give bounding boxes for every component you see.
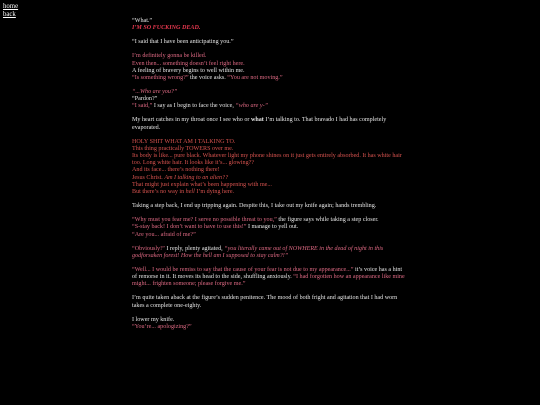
story-paragraph bbox=[132, 246, 408, 260]
dialogue: “What.” bbox=[132, 18, 153, 24]
story-paragraph bbox=[132, 89, 408, 111]
story-paragraph bbox=[132, 117, 408, 131]
narration: Taking a step back, I end up tripping again. Despite this, I take out my knife again; hands trembling. bbox=[132, 203, 377, 210]
inner-thought: This thing practically TOWERS over me. bbox=[132, 145, 234, 152]
inner-thought: Its body is like... pure black. Whatever light my phone shines on it just gets entirely absorbed. It has white hair too. Long white hair. It looks like it’s... glowing?? bbox=[132, 153, 402, 167]
dialogue: “Are you... afraid of me?” bbox=[132, 231, 196, 238]
inner-thought: I’m definitely gonna be killed. bbox=[132, 53, 207, 60]
narration: My heart catches in my throat once I see who or bbox=[132, 117, 251, 124]
narration: I lower my knife. bbox=[132, 316, 175, 323]
home-link[interactable]: home bbox=[3, 3, 19, 10]
inner-thought: Even then... something doesn’t feel right here. bbox=[132, 60, 245, 67]
dialogue: “I said that I have been anticipating you.” bbox=[132, 39, 234, 46]
emphasis: what bbox=[250, 117, 264, 124]
inner-thought: And its face... there’s nothing there! bbox=[132, 167, 220, 174]
narration: I say as I begin to face the voice, bbox=[152, 103, 236, 110]
dialogue: “You are not moving.” bbox=[227, 74, 283, 81]
dialogue: “You’re... apologizing?” bbox=[132, 323, 192, 330]
story-paragraph bbox=[132, 53, 408, 82]
dialogue: “I had forgotten how an appearance like mine might... frighten someone; please forgive me.” bbox=[132, 274, 405, 288]
story-paragraph bbox=[132, 267, 408, 289]
dialogue: “...Who are you?” bbox=[132, 88, 178, 95]
dialogue: “S-stay back! I don’t want to have to use this!” bbox=[132, 224, 247, 231]
narration: the voice asks. bbox=[188, 74, 228, 81]
dialogue: “Why must you fear me? I serve no possible threat to you,” bbox=[132, 217, 277, 224]
inner-thought: That might just explain what’s been happening with me... bbox=[132, 181, 272, 188]
narration: I manage to yell out. bbox=[246, 224, 299, 231]
dialogue: “I said,” bbox=[132, 103, 153, 110]
story-paragraph bbox=[132, 295, 408, 309]
narration: it’s voice has a hint of remorse in it. It moves its head to the side, shuffling anxiously. bbox=[132, 266, 403, 281]
story-paragraph bbox=[132, 217, 408, 239]
narration: I’m quite taken aback at the figure’s sudden penitence. The mood of both fright and agitation that I had worn takes a complete one-eighty. bbox=[132, 295, 398, 309]
inner-thought: HOLY SHIT WHAT AM I TALKING TO. bbox=[132, 138, 236, 145]
narration: I’m talking to. That bravado I had has completely evaporated. bbox=[132, 117, 387, 131]
story-paragraph bbox=[132, 39, 408, 46]
dialogue: “Obviously!” bbox=[132, 245, 165, 252]
back-link[interactable]: back bbox=[3, 10, 16, 18]
inner-thought: Am I talking to an alien?? bbox=[164, 174, 229, 181]
dialogue: “you literally came out of NOWHERE in the dead of night in this godforsaken forest! How the hell am I supposed to stay calm?!” bbox=[132, 245, 384, 259]
story-paragraph bbox=[132, 139, 408, 197]
narration: the figure says while taking a step closer. bbox=[276, 217, 379, 224]
dialogue: “Well... I would be remiss to say that the cause of your fear is not due to my appearance...” bbox=[132, 266, 354, 273]
story-paragraph bbox=[132, 18, 408, 32]
dialogue: “who are y-” bbox=[235, 103, 269, 110]
nav-links bbox=[3, 3, 18, 18]
dialogue: “Is something wrong?” bbox=[132, 74, 189, 81]
story-body bbox=[132, 18, 408, 338]
inner-thought: I’m dying here. bbox=[194, 189, 235, 196]
narration: I reply, plenty agitated, bbox=[164, 245, 225, 252]
inner-thought: But there’s no way in bbox=[132, 189, 186, 196]
story-paragraph bbox=[132, 317, 408, 331]
story-paragraph bbox=[132, 203, 408, 210]
dialogue: “Pardon?” bbox=[132, 96, 158, 103]
narration: A feeling of bravery begins to well within me. bbox=[132, 67, 245, 74]
inner-thought: hell bbox=[185, 189, 195, 196]
inner-thought: Jesus Christ. bbox=[132, 174, 165, 181]
inner-thought: I’M SO FUCKING DEAD. bbox=[132, 25, 201, 32]
